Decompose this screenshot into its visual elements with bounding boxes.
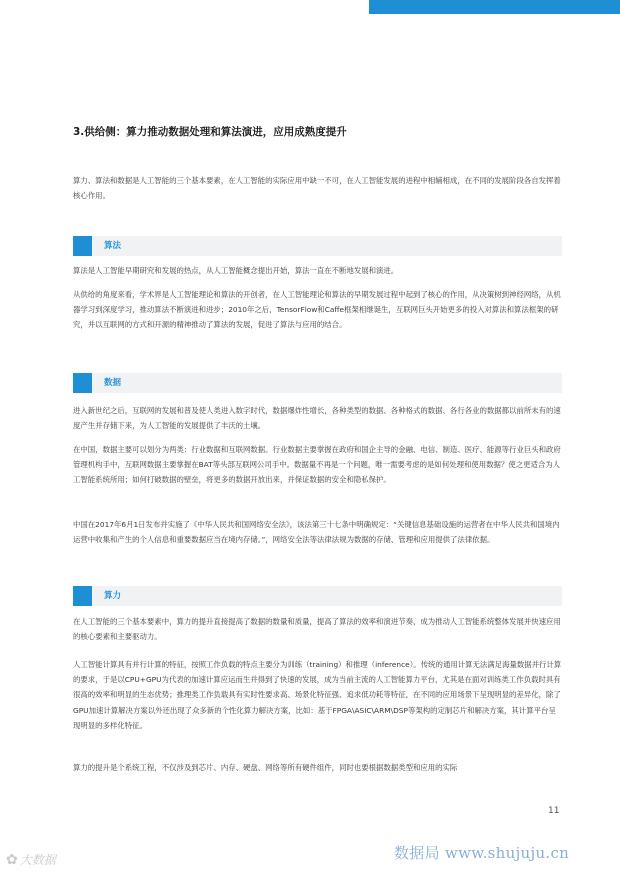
page-number: 11 — [548, 806, 560, 816]
data-paragraph-1: 进入新世纪之后，互联网的发展和普及使人类进入数字时代，数据爆炸性增长，各种类型的数据、各种格式的数据、各行各业的数据都以前所未有的速度产生并存储下来，为人工智能的发展提供了丰沃的土壤。 — [73, 406, 561, 431]
data-header — [73, 373, 562, 393]
header-marker — [73, 586, 92, 606]
intro-paragraph: 算力、算法和数据是人工智能的三个基本要素，在人工智能的实际应用中缺一不可，在人工智能发展的进程中相辅相成，在不同的发展阶段各自发挥着核心作用。 — [73, 176, 561, 201]
watermark-right: 数据局 www.shujuju.cn — [394, 844, 570, 862]
algorithm-paragraph-1: 算法是人工智能早期研究和发展的热点，从人工智能概念提出开始，算法一直在不断地发展和演进。 — [73, 266, 399, 275]
data-paragraph-3: 中国在2017年6月1日发布并实施了《中华人民共和国网络安全法》，该法第三十七条中明确规定：“关键信息基础设施的运营者在中华人民共和国境内运营中收集和产生的个人信息和重要数据应当在境内存储。”，网络安全法等法律法规为数据的存储、管理和应用提供了法律依据。 — [73, 520, 560, 545]
watermark-left-text: 大数据 — [19, 853, 56, 867]
compute-header-label: 算力 — [104, 591, 122, 601]
algorithm-paragraph-2: 从供给的角度来看，学术界是人工智能理论和算法的开创者，在人工智能理论和算法的早期发展过程中起到了核心的作用，从决策树到神经网络，从机器学习到深度学习，推动算法不断演进和进步；2010年之后，TensorFlow和Caffe框架相继诞生，互联网巨头开始更多的投入对算法和算法框架的研究，并以互联网的方式和开源的精神推动了算法的发展，促进了算法与应用的结合。 — [73, 290, 561, 330]
compute-paragraph-1: 在人工智能的三个基本要素中，算力的提升直接提高了数据的数量和质量，提高了算法的效率和演进节奏，成为推动人工智能系统整体发展并快速应用的核心要素和主要驱动力。 — [73, 617, 561, 642]
compute-paragraph-2: 人工智能计算具有并行计算的特征，按照工作负载的特点主要分为训练（training）和推理（inference）。传统的通用计算无法满足海量数据并行计算的要求，于是以CPU+GPU为代表的加速计算应运而生并得到了快速的发展，成为当前主流的人工智能算力平台，尤其是在面对训练类工作负载时具有很高的效率和明显的生态优势；推理类工作负载具有实时性要求高、场景化特征强、追求低功耗等特征，在不同的应用场景下呈现明显的差异化，除了GPU加速计算解决方案以外还出现了众多新的个性化算力解决方案，比如：基于FPGA\ASIC\ARM\DSP等架构的定制芯片和解决方案，其计算平台呈现明显的多样化特征。 — [73, 660, 562, 730]
header-marker — [73, 373, 92, 393]
header-marker — [73, 236, 92, 256]
data-header-label: 数据 — [104, 378, 122, 388]
section-title: 3.供给侧：算力推动数据处理和算法演进，应用成熟度提升 — [73, 126, 347, 138]
watermark-logo-icon: ✿ — [6, 852, 18, 868]
compute-paragraph-3: 算力的提升是个系统工程，不仅涉及到芯片、内存、硬盘、网络等所有硬件组件，同时也要根据数据类型和应用的实际 — [73, 763, 458, 772]
data-paragraph-2: 在中国，数据主要可以划分为两类：行业数据和互联网数据。行业数据主要掌握在政府和国企主导的金融、电信、制造、医疗、能源等行业巨头和政府管理机构手中，互联网数据主要掌握在BAT等头部互联网公司手中。数据量不再是一个问题，唯一需要考虑的是如何处理和使用数据？使之更适合为人工智能系统所用；如何打破数据的壁垒，将更多的数据开放出来，并保证数据的安全和隐私保护。 — [73, 445, 561, 485]
compute-header — [73, 586, 562, 606]
algorithm-header — [73, 236, 562, 256]
algorithm-header-label: 算法 — [104, 241, 122, 251]
watermark-left — [6, 851, 56, 868]
top-accent-bar — [369, 0, 620, 14]
